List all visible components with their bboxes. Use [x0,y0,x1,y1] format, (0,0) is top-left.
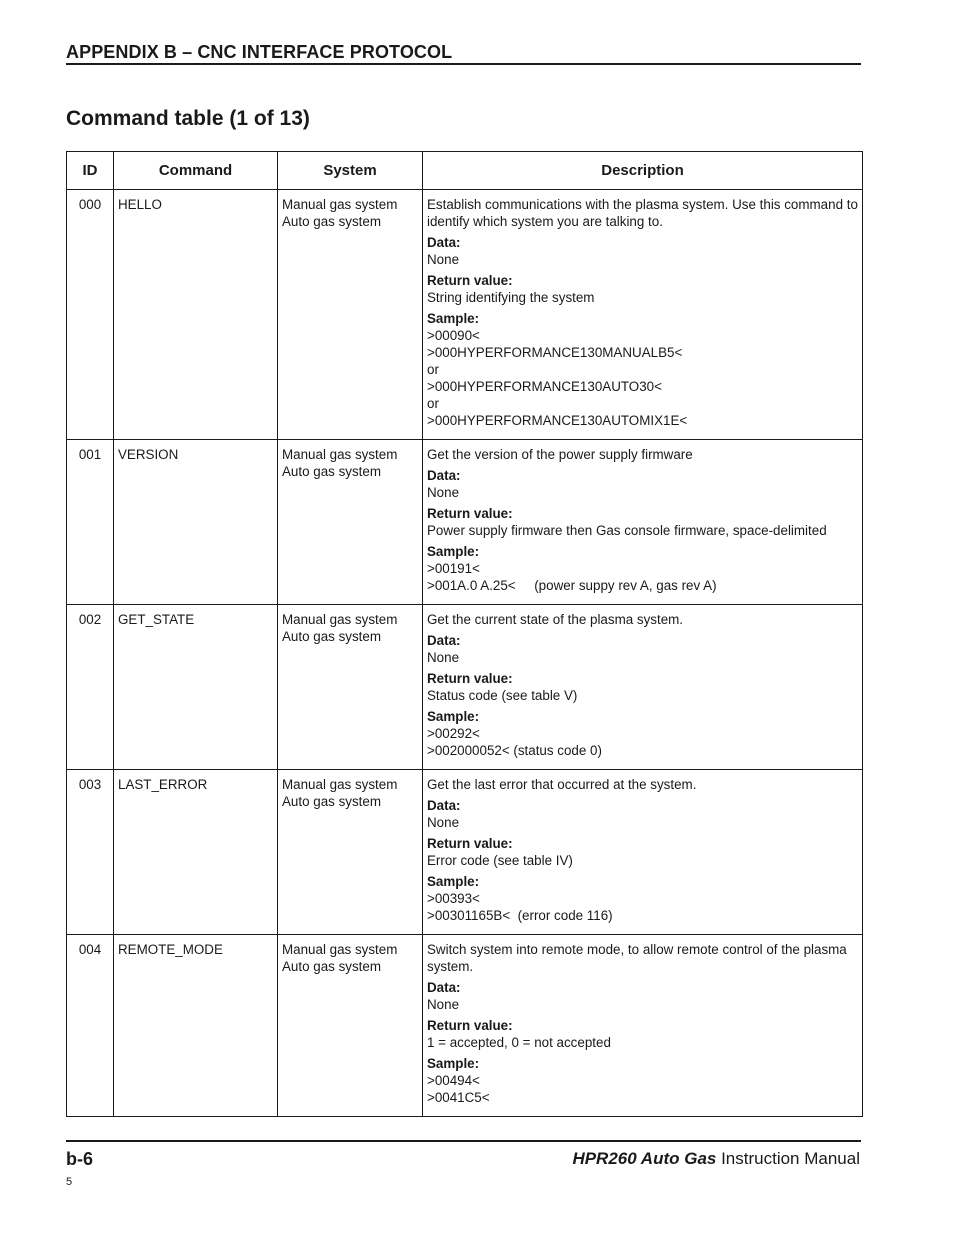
command-name: REMOTE_MODE [118,942,223,957]
sample-label: Sample: [427,311,480,326]
command-id: 002 [78,612,102,627]
sample-line: >00393< [427,891,480,906]
description-cell [423,770,863,935]
command-table [66,151,863,1117]
command-id-cell [67,440,114,605]
system-type: Auto gas system [282,464,381,479]
manual-label: Instruction Manual [716,1149,860,1168]
sample-label: Sample: [427,1056,480,1071]
return-value-label: Return value: [427,836,513,851]
system-type: Manual gas system [282,447,398,462]
return-value: Power supply firmware then Gas console firmware, space-delimited [427,523,827,538]
system-type: Auto gas system [282,214,381,229]
command-id: 000 [78,197,102,212]
data-label: Data: [427,798,461,813]
table-row [67,440,863,605]
command-id: 003 [78,777,102,792]
return-value: 1 = accepted, 0 = not accepted [427,1035,611,1050]
command-name-cell [114,935,278,1117]
command-name-cell [114,190,278,440]
return-value-label: Return value: [427,273,513,288]
description-text: Get the version of the power supply firmware [427,447,693,462]
system-type: Manual gas system [282,612,398,627]
return-value-label: Return value: [427,1018,513,1033]
description-text: Switch system into remote mode, to allow remote control of the plasma system. [427,942,847,974]
description-cell [423,190,863,440]
data-value: None [427,997,460,1012]
return-value: Error code (see table IV) [427,853,573,868]
command-id: 004 [78,942,102,957]
sample-line: >00191< [427,561,480,576]
command-name-cell [114,440,278,605]
revision-number: 5 [66,1176,73,1188]
data-value: None [427,252,460,267]
command-id-cell [67,605,114,770]
system-type: Manual gas system [282,777,398,792]
data-label: Data: [427,980,461,995]
table-row [67,770,863,935]
command-id-cell [67,770,114,935]
sample-line: >00494< [427,1073,480,1088]
system-cell [278,770,423,935]
section-header: APPENDIX B – CNC INTERFACE PROTOCOL [66,42,453,62]
description-text: Establish communications with the plasma system. Use this command to identify which system you are talking to. [427,197,858,229]
system-cell [278,190,423,440]
command-id-cell [67,935,114,1117]
manual-title [572,1149,860,1169]
sample-line: >001A.0 A.25< (power suppy rev A, gas rev A) [427,578,717,593]
data-value: None [427,815,460,830]
sample-line: or [427,362,439,377]
description-cell [423,440,863,605]
description-cell [423,935,863,1117]
return-value-label: Return value: [427,506,513,521]
column-header-description: Description [423,152,863,190]
data-label: Data: [427,468,461,483]
system-type: Auto gas system [282,629,381,644]
footer-divider [66,1140,861,1142]
system-type: Manual gas system [282,942,398,957]
description-text: Get the current state of the plasma system. [427,612,684,627]
page-title: Command table (1 of 13) [66,107,310,130]
data-label: Data: [427,235,461,250]
sample-line: >000HYPERFORMANCE130MANUALB5< [427,345,683,360]
sample-line: >00301165B< (error code 116) [427,908,613,923]
product-name: HPR260 Auto Gas [572,1149,717,1168]
header-divider [66,63,861,65]
sample-line: >00090< [427,328,480,343]
command-id-cell [67,190,114,440]
sample-line: or [427,396,439,411]
command-name-cell [114,770,278,935]
return-value: String identifying the system [427,290,595,305]
system-type: Auto gas system [282,959,381,974]
description-text: Get the last error that occurred at the system. [427,777,697,792]
sample-line: >000HYPERFORMANCE130AUTOMIX1E< [427,413,688,428]
command-name: VERSION [118,447,179,462]
command-name: GET_STATE [118,612,195,627]
system-cell [278,605,423,770]
system-type: Manual gas system [282,197,398,212]
sample-label: Sample: [427,544,480,559]
column-header-command: Command [114,152,278,190]
data-value: None [427,485,460,500]
page-number: b-6 [66,1149,93,1169]
sample-line: >002000052< (status code 0) [427,743,602,758]
command-name-cell [114,605,278,770]
column-header-id: ID [67,152,114,190]
sample-line: >00292< [427,726,480,741]
table-row [67,935,863,1117]
sample-label: Sample: [427,709,480,724]
sample-line: >000HYPERFORMANCE130AUTO30< [427,379,662,394]
description-cell [423,605,863,770]
data-label: Data: [427,633,461,648]
return-value-label: Return value: [427,671,513,686]
table-row [67,605,863,770]
column-header-system: System [278,152,423,190]
system-type: Auto gas system [282,794,381,809]
table-body [67,190,863,1117]
command-id: 001 [78,447,102,462]
command-name: LAST_ERROR [118,777,208,792]
system-cell [278,935,423,1117]
data-value: None [427,650,460,665]
table-header-row [67,152,863,190]
sample-label: Sample: [427,874,480,889]
command-name: HELLO [118,197,162,212]
return-value: Status code (see table V) [427,688,578,703]
system-cell [278,440,423,605]
table-row [67,190,863,440]
sample-line: >0041C5< [427,1090,490,1105]
